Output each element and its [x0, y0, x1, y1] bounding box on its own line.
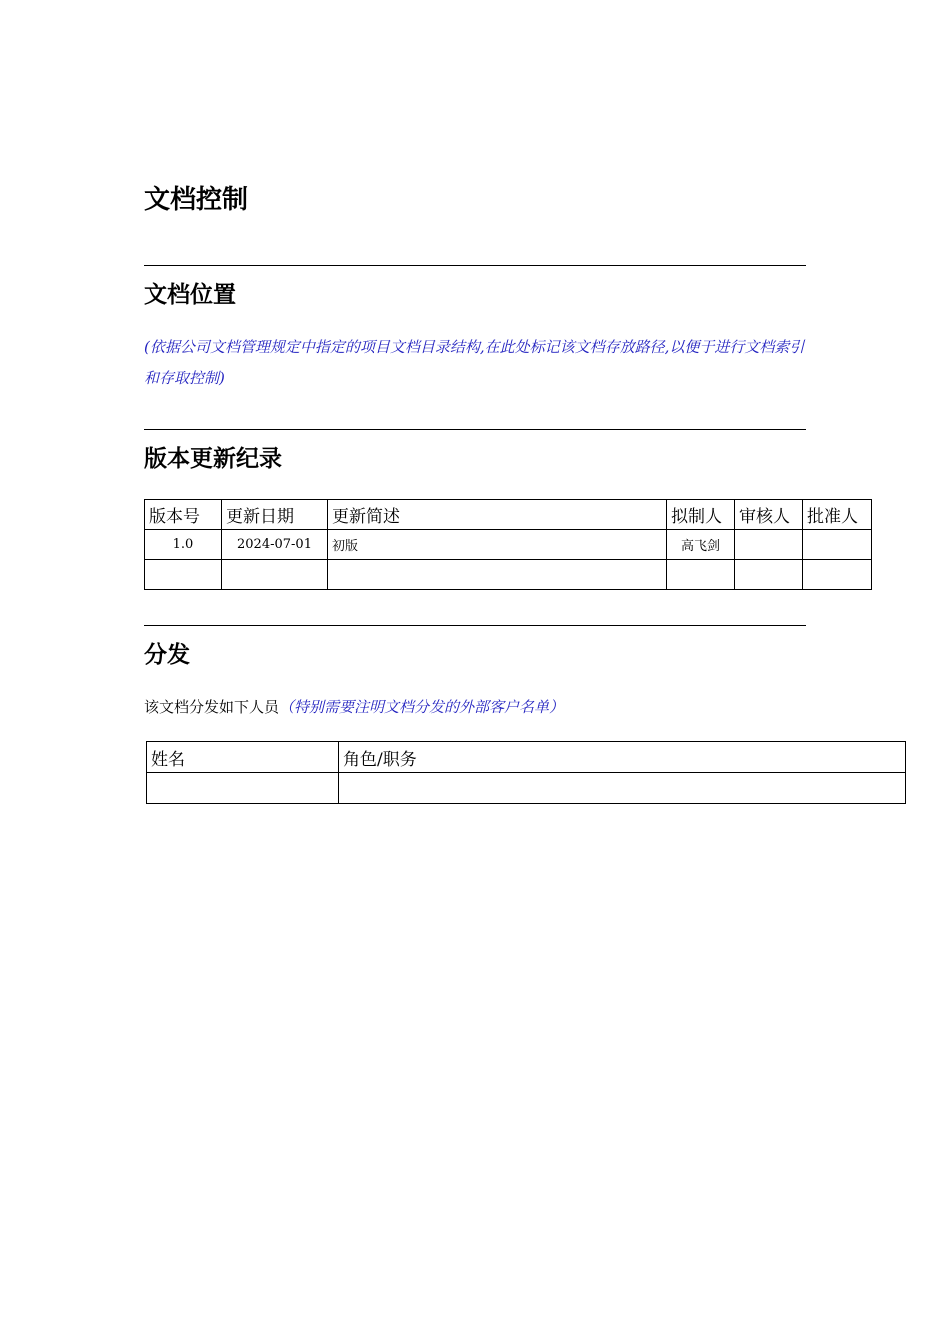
reviewer-cell — [735, 560, 803, 590]
column-header: 审核人 — [735, 500, 803, 530]
approver-cell — [803, 560, 872, 590]
author-cell — [667, 560, 735, 590]
column-header: 更新日期 — [222, 500, 328, 530]
date-cell: 2024-07-01 — [222, 530, 328, 560]
section-heading-versions: 版本更新纪录 — [144, 446, 282, 472]
distribution-intro-note: （特别需要注明文档分发的外部客户名单） — [279, 698, 565, 716]
column-header: 拟制人 — [667, 500, 735, 530]
table-header-row — [145, 500, 872, 530]
distribution-intro-text: 该文档分发如下人员 — [144, 698, 280, 716]
version-cell — [145, 560, 222, 590]
version-cell: 1.0 — [145, 530, 222, 560]
date-cell — [222, 560, 328, 590]
table-header-row — [147, 742, 906, 773]
column-header: 更新简述 — [328, 500, 667, 530]
approver-cell — [803, 530, 872, 560]
column-header: 姓名 — [147, 742, 339, 773]
reviewer-cell — [735, 530, 803, 560]
role-cell — [339, 773, 906, 804]
column-header: 批准人 — [803, 500, 872, 530]
section-heading-location: 文档位置 — [144, 282, 236, 308]
name-cell — [147, 773, 339, 804]
section-heading-distribution: 分发 — [144, 642, 190, 668]
page-title: 文档控制 — [144, 185, 249, 215]
table-row — [145, 530, 872, 560]
column-header: 版本号 — [145, 500, 222, 530]
distribution-intro — [144, 696, 564, 718]
table-row — [145, 560, 872, 590]
summary-cell — [328, 560, 667, 590]
section-divider — [144, 265, 806, 266]
version-history-table — [144, 499, 872, 590]
column-header: 角色/职务 — [339, 742, 906, 773]
summary-cell: 初版 — [328, 530, 667, 560]
distribution-table — [146, 741, 906, 804]
location-note: (依据公司文档管理规定中指定的项目文档目录结构,在此处标记该文档存放路径,以便于进行文档索引和存取控制) — [144, 338, 805, 387]
author-cell: 高飞剑 — [667, 530, 735, 560]
table-row — [147, 773, 906, 804]
section-divider — [144, 625, 806, 626]
section-divider — [144, 429, 806, 430]
